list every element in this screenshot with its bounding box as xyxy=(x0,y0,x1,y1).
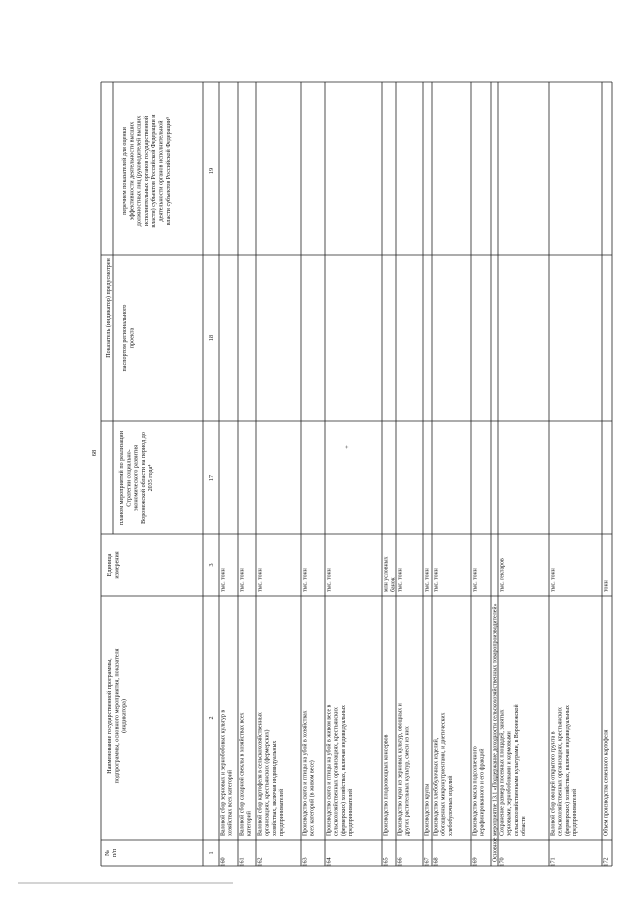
row-number: 169 xyxy=(471,857,479,867)
row-name: Валовой сбор овощей открытого грунта всельскохозяйственных организациях, крестьянских(фермерских) хозяйствах, включая индивидуальныхпредпринимателей xyxy=(550,705,578,836)
row-name: Производство крупы xyxy=(424,783,431,836)
row-number: 172 xyxy=(602,857,610,867)
row-unit: тыс. тонн xyxy=(239,568,246,592)
row-unit: тонн xyxy=(603,580,610,592)
row-name: Объем производства семенного картофеля xyxy=(603,729,610,836)
row-unit: млн условныхбанок xyxy=(383,556,397,592)
header-col-17: планом мероприятий по реализацииСтратегии социально-экономического развитияВоронежской области на период до2035 года⁴ xyxy=(119,431,155,525)
header-col-name: Наименование государственной программы,подпрограммы, основного мероприятия, показателя(индикатора) xyxy=(107,648,128,784)
row-number: 167 xyxy=(423,857,431,867)
header-col-18: паспортом региональногопроекта xyxy=(122,304,136,372)
row-name: Производство муки из зерновых культур, овощных идругих растительных культур, смеси из них xyxy=(397,703,411,836)
row-number: 161 xyxy=(238,857,246,867)
row-name: Производство масла подсолнечногонерафинированного и его фракций xyxy=(472,746,486,836)
page-number: 68 xyxy=(91,449,98,457)
row-number: 171 xyxy=(549,857,557,867)
row-number: 160 xyxy=(219,857,227,867)
row-name: Производство скота и птицы на убой в хозяйствахвсех категорий (в живом весе) xyxy=(302,710,316,836)
row-number: 166 xyxy=(396,857,404,867)
col-number-19: 19 xyxy=(208,167,215,175)
row-unit: тыс. тонн xyxy=(220,568,227,592)
row-name: Сохранение размера посевных площадей, занятыхзерновыми, зернобобовыми и кормовымисельскохозяйственными культурами, в Воронежскойобласти xyxy=(499,704,527,836)
header-col-unit: Единицаизмерения xyxy=(107,551,121,579)
row-unit: тыс. тонн xyxy=(472,568,479,592)
header-col-19: перечнем показателей для оценкиэффективности деятельности высшихдолжностных лиц (руководителей высшихисполнительных органов государственнойвласти) субъектов Российской Федерации идеятельности органов исполнительнойвласти субъектов Российской Федерации⁵ xyxy=(122,114,172,228)
row-unit: тыс. тонн xyxy=(424,568,431,592)
col-number-17: 17 xyxy=(208,474,215,482)
row-name: Валовой сбор картофеля в сельскохозяйственныхорганизациях, крестьянских (фермерских)хозяйствах, включая индивидуальныхпредпринимателей xyxy=(257,712,285,836)
row-number: 164 xyxy=(325,857,333,867)
col-number-1: 1 xyxy=(208,851,215,855)
plus-mark: + xyxy=(344,445,351,449)
row-number: 165 xyxy=(382,857,390,867)
row-name: Производство хлебобулочных изделий,обогащенных микронутриентами, и диетическиххлебобулочных изделий xyxy=(433,712,454,836)
row-unit: тыс. тонн xyxy=(433,568,440,592)
header-col-no: №п/п xyxy=(105,848,118,858)
row-name: Валовой сбор сахарной свеклы в хозяйствах всехкатегорий xyxy=(239,712,253,836)
row-number: 168 xyxy=(432,857,440,867)
col-number-18: 18 xyxy=(208,334,215,342)
row-unit: тыс. гектаров xyxy=(499,558,506,592)
row-name: Производство плодоовощных консервов xyxy=(383,734,390,836)
col-number-2: 2 xyxy=(208,716,215,720)
col-number-3: 3 xyxy=(208,563,215,567)
row-number: 163 xyxy=(301,857,309,867)
row-number: 162 xyxy=(256,857,264,867)
row-number: 170 xyxy=(498,857,506,867)
row-unit: тыс. тонн xyxy=(550,568,557,592)
row-unit: тыс. тонн xyxy=(326,568,333,592)
header-group: Показатель (индикатор) предусмотрен xyxy=(106,258,112,358)
event-title: Основное мероприятие 13.1 «Поддержание доходности сельскохозяйственных товаропроизводителей» xyxy=(492,603,499,862)
row-name: Производство скота и птицы на убой в живом весе всельскохозяйственных организациях, крестьянских(фермерских) хозяйствах, включая индивидуальныхпредпринимателей xyxy=(326,704,354,836)
row-unit: тыс. тонн xyxy=(257,568,264,592)
row-unit: тыс. тонн xyxy=(397,568,404,592)
row-unit: тыс. тонн xyxy=(302,568,309,592)
row-name: Валовой сбор зерновых и зернобобовых культур вхозяйствах всех категорий xyxy=(220,709,234,836)
